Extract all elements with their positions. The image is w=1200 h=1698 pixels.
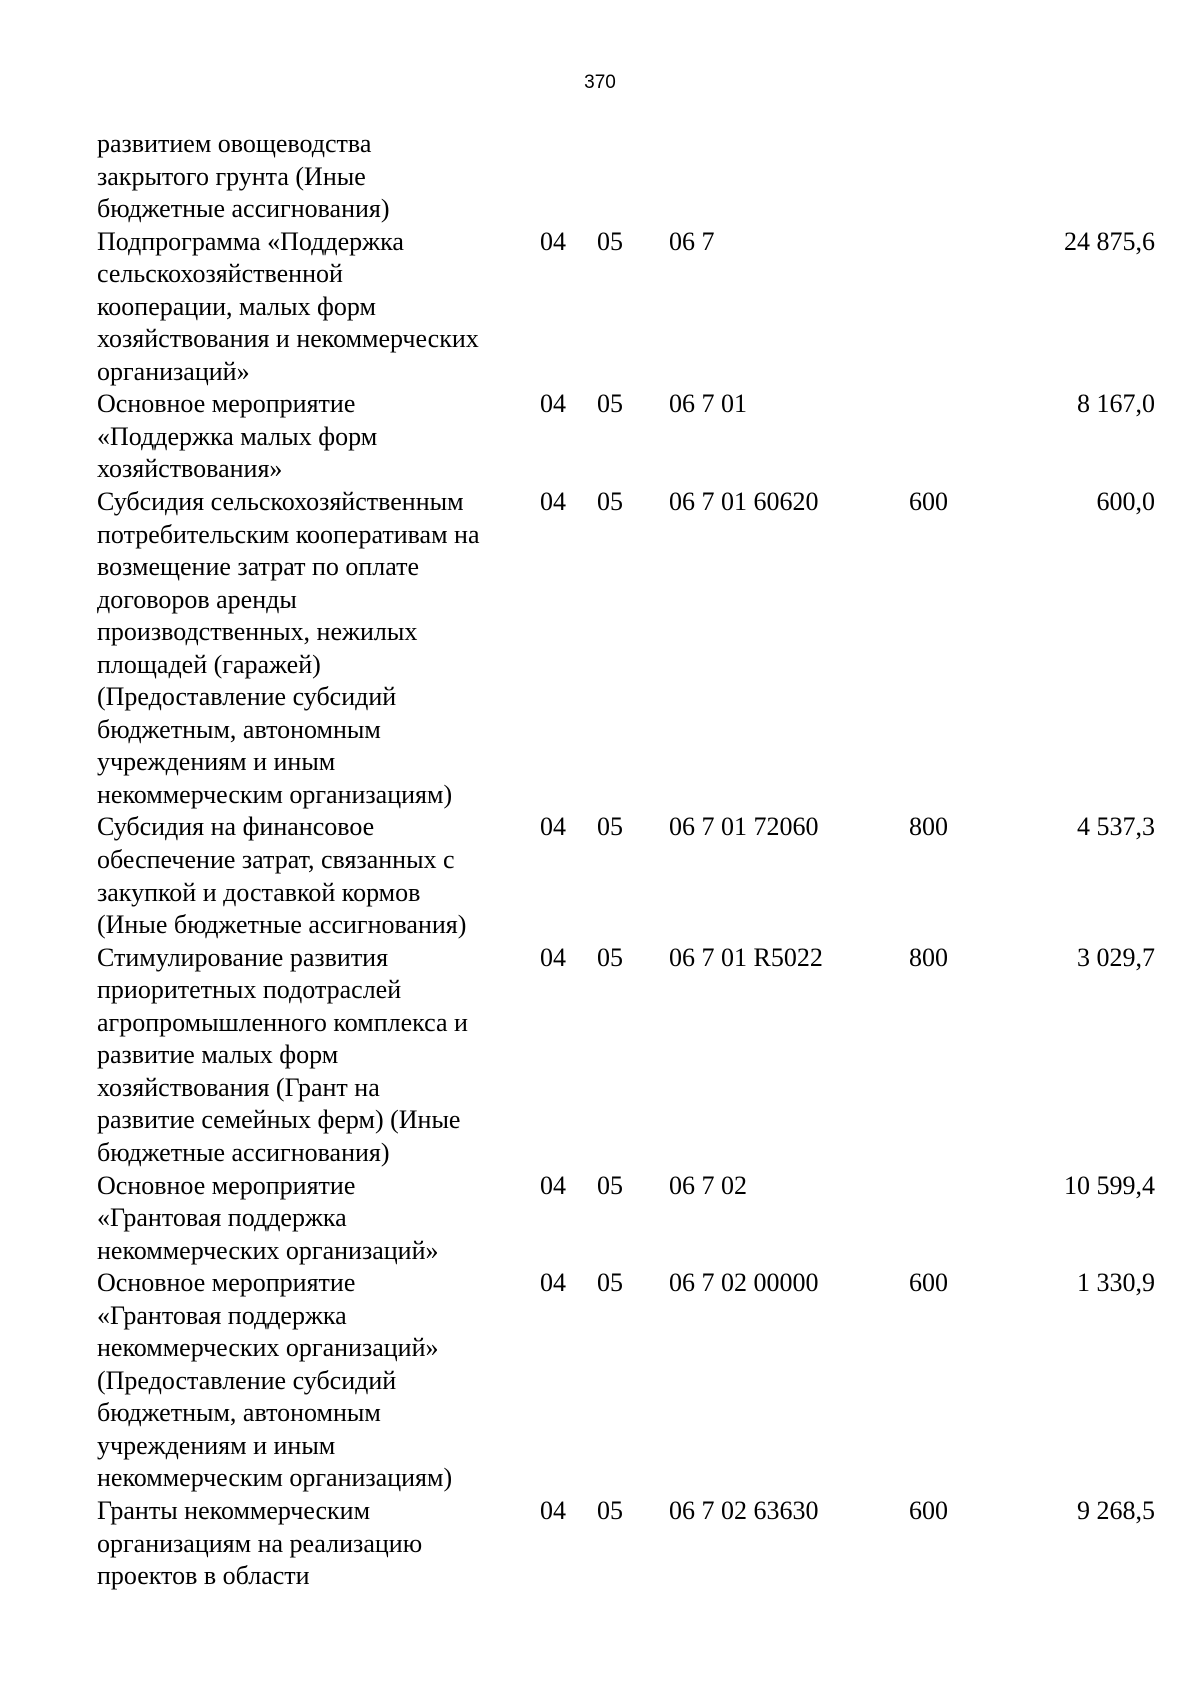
target-article-code: 06 7 01	[669, 389, 747, 419]
section-code: 04	[540, 942, 566, 972]
section-code: 04	[540, 1495, 566, 1525]
expense-type-code: 800	[909, 942, 948, 972]
target-article-code: 06 7 02 63630	[669, 1495, 819, 1525]
row-description: Основное мероприятие «Поддержка малых форм хозяйствования»	[97, 389, 378, 484]
expense-type-code: 600	[909, 1268, 948, 1298]
amount: 3 029,7	[1077, 942, 1155, 972]
target-article-code: 06 7 02	[669, 1170, 747, 1200]
section-code: 04	[540, 812, 566, 842]
subsection-code: 05	[597, 942, 623, 972]
subsection-code: 05	[597, 487, 623, 517]
budget-row	[97, 1495, 1155, 1593]
amount: 9 268,5	[1077, 1495, 1155, 1525]
budget-row	[97, 486, 1155, 811]
row-description: Основное мероприятие «Грантовая поддержка некоммерческих организаций» (Предоставление субсидий бюджетным, автономным учреждениям и иным некоммерческим организациям)	[97, 1268, 453, 1493]
expense-type-code: 600	[909, 487, 948, 517]
budget-row	[97, 942, 1155, 1170]
amount: 8 167,0	[1077, 389, 1155, 419]
section-code: 04	[540, 1170, 566, 1200]
target-article-code: 06 7 01 72060	[669, 812, 819, 842]
row-description: Стимулирование развития приоритетных подотраслей агропромышленного комплекса и развитие малых форм хозяйствования (Грант на развитие семейных ферм) (Иные бюджетные ассигнования)	[97, 942, 468, 1167]
budget-row	[97, 388, 1155, 486]
row-description: Субсидия сельскохозяйственным потребительским кооперативам на возмещение затрат по оплате договоров аренды производственных, нежилых площадей (гаражей) (Предоставление субсидий бюджетным, автономным учреждениям и иным некоммерческим организациям)	[97, 487, 480, 809]
section-code: 04	[540, 226, 566, 256]
expense-type-code: 600	[909, 1495, 948, 1525]
subsection-code: 05	[597, 389, 623, 419]
subsection-code: 05	[597, 1170, 623, 1200]
target-article-code: 06 7 01 60620	[669, 487, 819, 517]
row-description: Подпрограмма «Поддержка сельскохозяйственной кооперации, малых форм хозяйствования и некоммерческих организаций»	[97, 226, 479, 386]
row-description: Гранты некоммерческим организациям на реализацию проектов в области	[97, 1495, 423, 1591]
subsection-code: 05	[597, 226, 623, 256]
amount: 10 599,4	[1064, 1170, 1155, 1200]
subsection-code: 05	[597, 1268, 623, 1298]
target-article-code: 06 7 01 R5022	[669, 942, 823, 972]
section-code: 04	[540, 1268, 566, 1298]
budget-row	[97, 226, 1155, 389]
budget-row	[97, 1267, 1155, 1495]
budget-row	[97, 128, 1155, 226]
subsection-code: 05	[597, 1495, 623, 1525]
target-article-code: 06 7	[669, 226, 715, 256]
section-code: 04	[540, 389, 566, 419]
row-description: Субсидия на финансовое обеспечение затрат, связанных с закупкой и доставкой кормов (Иные бюджетные ассигнования)	[97, 812, 467, 940]
budget-table	[97, 128, 1155, 1593]
expense-type-code: 800	[909, 812, 948, 842]
amount: 600,0	[1096, 487, 1155, 517]
page-number: 370	[584, 72, 616, 93]
amount: 4 537,3	[1077, 812, 1155, 842]
budget-row	[97, 811, 1155, 941]
amount: 24 875,6	[1064, 226, 1155, 256]
target-article-code: 06 7 02 00000	[669, 1268, 819, 1298]
section-code: 04	[540, 487, 566, 517]
row-description: развитием овощеводства закрытого грунта (Иные бюджетные ассигнования)	[97, 129, 390, 224]
budget-row	[97, 1170, 1155, 1268]
subsection-code: 05	[597, 812, 623, 842]
amount: 1 330,9	[1077, 1268, 1155, 1298]
row-description: Основное мероприятие «Грантовая поддержка некоммерческих организаций»	[97, 1170, 439, 1265]
